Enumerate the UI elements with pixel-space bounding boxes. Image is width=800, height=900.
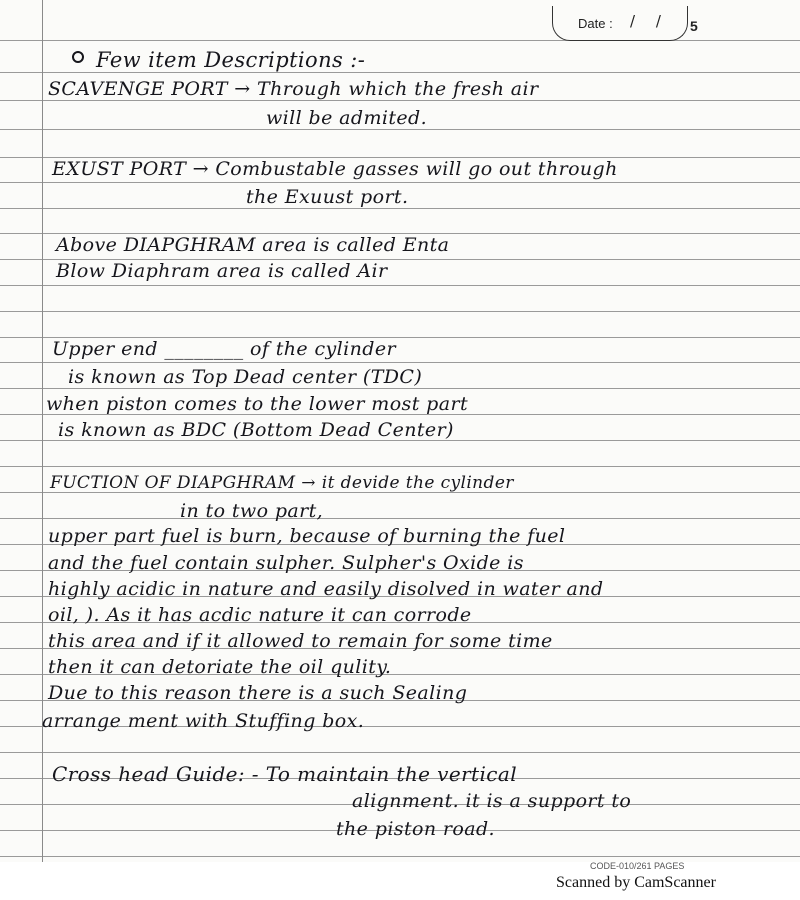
note-line: is known as BDC (Bottom Dead Center) [58, 419, 454, 441]
note-line: Due to this reason there is a such Sealing [48, 682, 468, 704]
scanner-watermark: Scanned by CamScanner [556, 874, 716, 891]
note-line: highly acidic in nature and easily disolved in water and [48, 578, 604, 600]
ruled-line [0, 856, 800, 857]
note-line: the Exuust port. [246, 186, 409, 208]
ruled-line [0, 40, 800, 41]
note-line: is known as Top Dead center (TDC) [68, 366, 423, 388]
note-line: in to two part, [180, 500, 324, 522]
ruled-line [0, 285, 800, 286]
note-line: upper part fuel is burn, because of burning the fuel [48, 525, 566, 547]
page-code: CODE-010/261 PAGES [590, 861, 685, 871]
note-line: the piston road. [336, 818, 495, 840]
note-line: Cross head Guide: - To maintain the vertical [52, 762, 518, 786]
bullet-icon [72, 51, 84, 63]
note-line: will be admited. [266, 107, 428, 129]
note-line: and the fuel contain sulpher. Sulpher's Oxide is [48, 552, 524, 574]
note-line: alignment. it is a support to [352, 790, 632, 812]
ruled-line [0, 518, 800, 519]
ruled-line [0, 752, 800, 753]
margin-line [42, 0, 43, 862]
note-line: Blow Diaphram area is called Air [56, 260, 388, 282]
ruled-line [0, 311, 800, 312]
ruled-line [0, 100, 800, 101]
note-line: oil, ). As it has acdic nature it can corrode [48, 604, 472, 626]
note-line: arrange ment with Stuffing box. [42, 710, 365, 732]
ruled-line [0, 72, 800, 73]
ruled-line [0, 388, 800, 389]
page-number: 5 [690, 18, 698, 34]
ruled-line [0, 208, 800, 209]
date-value: / / [630, 12, 669, 30]
ruled-line [0, 129, 800, 130]
ruled-line [0, 362, 800, 363]
note-line: SCAVENGE PORT → Through which the fresh air [48, 78, 539, 100]
note-line: Above DIAPGHRAM area is called Enta [56, 234, 450, 256]
note-line: FUCTION OF DIAPGHRAM → it devide the cylinder [50, 473, 514, 493]
note-line: this area and if it allowed to remain for some time [48, 630, 553, 652]
note-line: Upper end ________ of the cylinder [52, 338, 396, 360]
ruled-line [0, 182, 800, 183]
date-label: Date : [578, 16, 613, 31]
ruled-line [0, 466, 800, 467]
note-line: EXUST PORT → Combustable gasses will go out through [52, 158, 618, 180]
note-line: then it can detoriate the oil qulity. [48, 656, 392, 678]
notes-heading: Few item Descriptions :- [96, 48, 366, 72]
note-line: when piston comes to the lower most part [46, 393, 468, 415]
